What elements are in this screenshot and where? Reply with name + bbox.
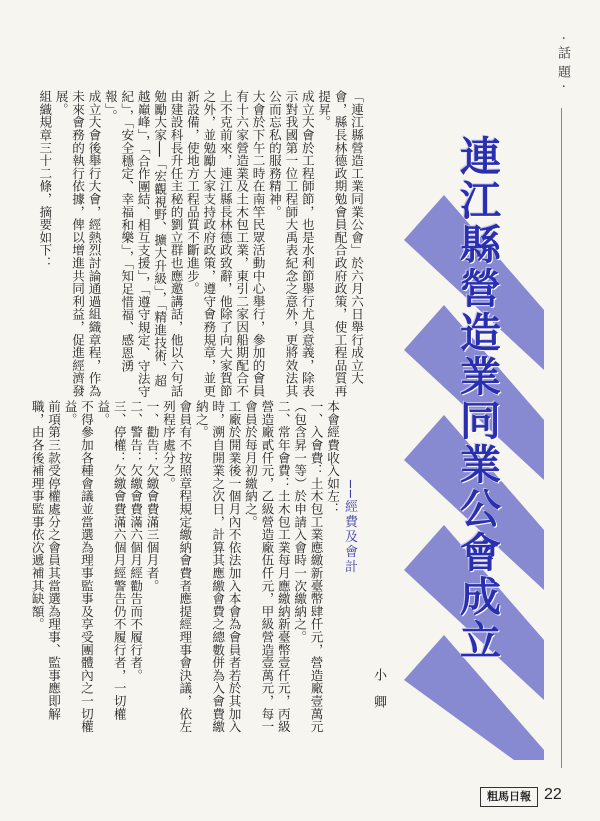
page-number: 22	[544, 786, 562, 803]
fees-heading-text: 經費及會計	[342, 499, 357, 575]
section-divider	[561, 108, 562, 768]
publication-logo: 粗馬日報	[480, 787, 538, 807]
article-title: 連江縣營造業同業公會成立	[453, 135, 501, 663]
author-byline: 小卿	[371, 668, 386, 722]
section-label: ‧話題‧	[555, 36, 570, 95]
fees-body: 本會經費收入如左： 一、入會費：土木包工業應繳新臺幣肆仟元，營造廠壹萬元（包含昇一等）於申請入會時一次繳納之。 二、常年會費：土木包工業每月應繳納新臺幣壹仟元，丙級營造廠貳仟元，乙級營造廠伍仟元，甲級營造壹萬元，每一會員於每月初繳納之。 工廠於開業後一個月內不依法加入本會為會員者若於其加入時，溯自開業之次日，計算其應繳會費之總數併為入會費繳納之。 會員有不按照章程規定繳納會費者應提經理事會決議，依左列程序處分之。 一、勸告：欠繳會費滿三個月者。 二、警告：欠繳會費滿六個月經勸告而不履行者。 三、停權：欠繳會費滿六個月經警告仍不履行者，一切權益。 不得參加各種會議並當選為理事監事及享受團體內之一切權益。 前項第三款受停權處分之會員其當選為理事、監事應即解職，由各後補理事監事依次遞補其缺額。	[29, 400, 340, 733]
article-body-left: 「連江縣營造工業同業公會」於六月六日舉行成立大會，縣長林德政期勉會員配合政府政策，使工程品質再提昇。 成立大會於工程師節，也是水利節舉行尤具意義，除表示對我國第一位工程師大禹表紀念之意外，更將效法其公而忘私的服務精神。 大會於下午二時在南竿民眾活動中心舉行，參加的會員有十六家營造業及土木包工業，東引二家因船期配合不上不克前來，連江縣長林德政致辭，他除了向大家賀節之外，並勉勵大家支持政府政策，遵守會務規章，並更新設備，使地方工程品質不斷進步。 由建設科長升任主秘的劉立群也應邀講話，他以六句話勉勵大家──「宏觀視野、擴大升級」，「精進技術、超越巔峰」，「合作團結、相互支援」，「遵守規定、守法守紀」，「安全穩定、幸福和樂」，「知足惜福、感恩湧報」。 成立大會後舉行大會，經熱烈討論通過組織章程，作為未來會務的執行依據，俾以增進共同利益，促進經濟發展。 組織規章三十二條，摘要如下：	[37, 90, 364, 398]
fees-heading: ──經費及會計	[342, 480, 357, 575]
